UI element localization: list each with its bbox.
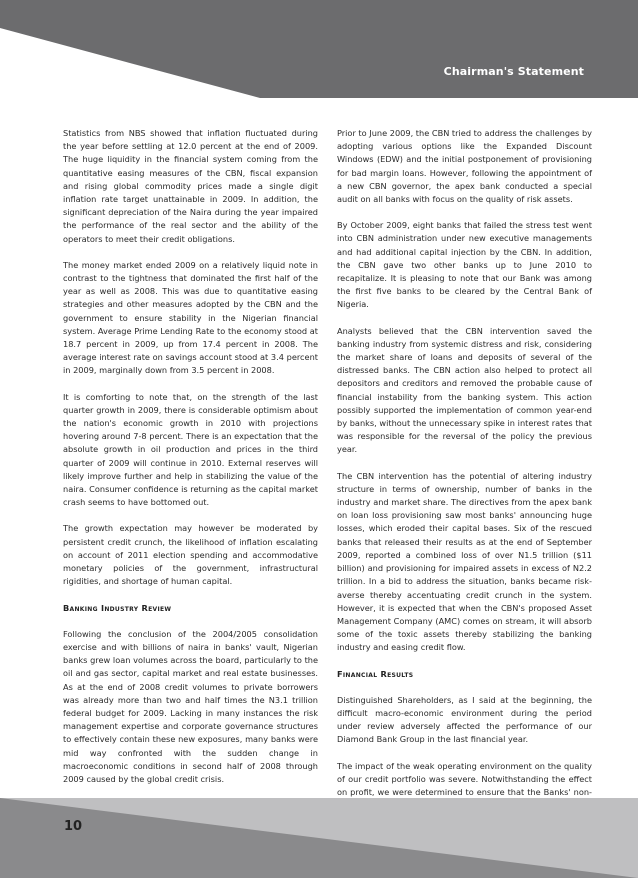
paragraph: Following the conclusion of the 2004/2005 consolidation exercise and with billions of naira in banks' vault, Nigerian banks grew loan volumes across the board, particularly to the oil and gas sector, capital market and real estate businesses. As at the end of 2008 credit volumes to private borrowers was already more than two and half times the N3.1 trillion federal budget for 2009. Lacking in many instances the risk management expertise and corporate governance structures to effectively contain these new exposures, many banks were mid way confronted with the sudden change in macroeconomic conditions in second half of 2008 through 2009 caused by the global credit crisis. [63,628,318,784]
paragraph: Analysts believed that the CBN intervention saved the banking industry from systemic distress and risk, considering the market share of loans and deposits of several of the distressed banks. The CBN action also helped to protect all depositors and creditors and removed the probable cause of financial instability from the banking system. This action possibly supported the implementation of common year-end by banks, without the unnecessary spike in interest rates that was responsible for the reversal of the policy the previous year. [337,325,592,455]
paragraph: By October 2009, eight banks that failed the stress test went into CBN administration under new executive managements and had additional capital injection by the CBN. In addition, the CBN gave two other banks up to June 2010 to recapitalize. It is pleasing to note that our Bank was among the first five banks to be cleared by the Central Bank of Nigeria. [337,220,592,310]
paragraph: The money market ended 2009 on a relatively liquid note in contrast to the tightness that dominated the first half of the year as well as 2008. This was due to quantitative easing strategies and other measures adopted by the CBN and the government to ensure stability in the Nigerian financial system. Average Prime Lending Rate to the economy stood at 18.7 percent in 2009, up from 17.4 percent in 2008. The average interest rate on savings account stood at 3.4 percent in 2009, marginally down from 3.5 percent in 2008. [63,259,318,376]
paragraph: Statistics from NBS showed that inflation fluctuated during the year before settling at 12.0 percent at the end of 2009. The huge liquidity in the financial system coming from the quantitative easing measures of the CBN, fiscal expansion and rising global commodity prices made a single digit inflation rate target unattainable in 2009. In addition, the significant depreciation of the Naira during the year impaired the performance of the real sector and the ability of the operators to meet their credit obligations. [63,128,318,244]
section-title: Chairman's Statement [443,65,584,78]
paragraph: It is comforting to note that, on the strength of the last quarter growth in 2009, there is considerable optimism about the nation's economic growth in 2010 with projections hovering around 7-8 percent. There is an expectation that the absolute growth in oil production and prices in the third quarter of 2009 will continue in 2010. External reserves will likely improve further and help in stabilizing the value of the naira. Consumer confidence is returning as the capital market crash seems to have bottomed out. [63,391,318,508]
page-number: 10 [64,819,83,834]
paragraph: The CBN intervention has the potential of altering industry structure in terms of ownership, number of banks in the industry and market share. The directives from the apex bank on loan loss provisioning saw most banks' announcing huge losses, which eroded their capital bases. Six of the rescued banks that released their results as at the end of September 2009, reported a combined loss of over N1.5 trillion ($11 billion) and provisioning for impaired assets in excess of N2.2 trillion. In a bid to address the situation, banks became risk-averse thereby accentuating credit crunch in the system. However, it is expected that when the CBN's proposed Asset Management Company (AMC) comes on stream, it will absorb some of the toxic assets thereby stabilizing the banking industry and easing credit flow. [337,470,592,653]
section-heading-banking-industry-review: Banking Industry Review [63,602,172,613]
paragraph: The impact of the weak operating environment on the quality of our credit portfolio was severe. Notwithstanding the effect on profit, we were determined to ensure that the Banks' non- [337,760,592,797]
header-band [0,0,638,98]
left-column [63,127,318,799]
section-heading-financial-results: Financial Results [337,668,414,679]
paragraph: Prior to June 2009, the CBN tried to address the challenges by adopting various options like the Expanded Discount Windows (EDW) and the initial postponement of provisioning for bad margin loans. However, following the appointment of a new CBN governor, the apex bank conducted a special audit on all banks with focus on the quality of risk assets. [337,128,592,205]
paragraph: Distinguished Shareholders, as I said at the beginning, the difficult macro-economic environment during the period under review adversely affected the performance of our Diamond Bank Group in the last financial year. [337,694,592,745]
right-column [337,127,592,852]
footer-band [0,798,638,878]
paragraph: The growth expectation may however be moderated by persistent credit crunch, the likelihood of inflation escalating on account of 2011 election spending and accommodative monetary policies of the government, infrastructural rigidities, and shortage of human capital. [63,523,318,587]
